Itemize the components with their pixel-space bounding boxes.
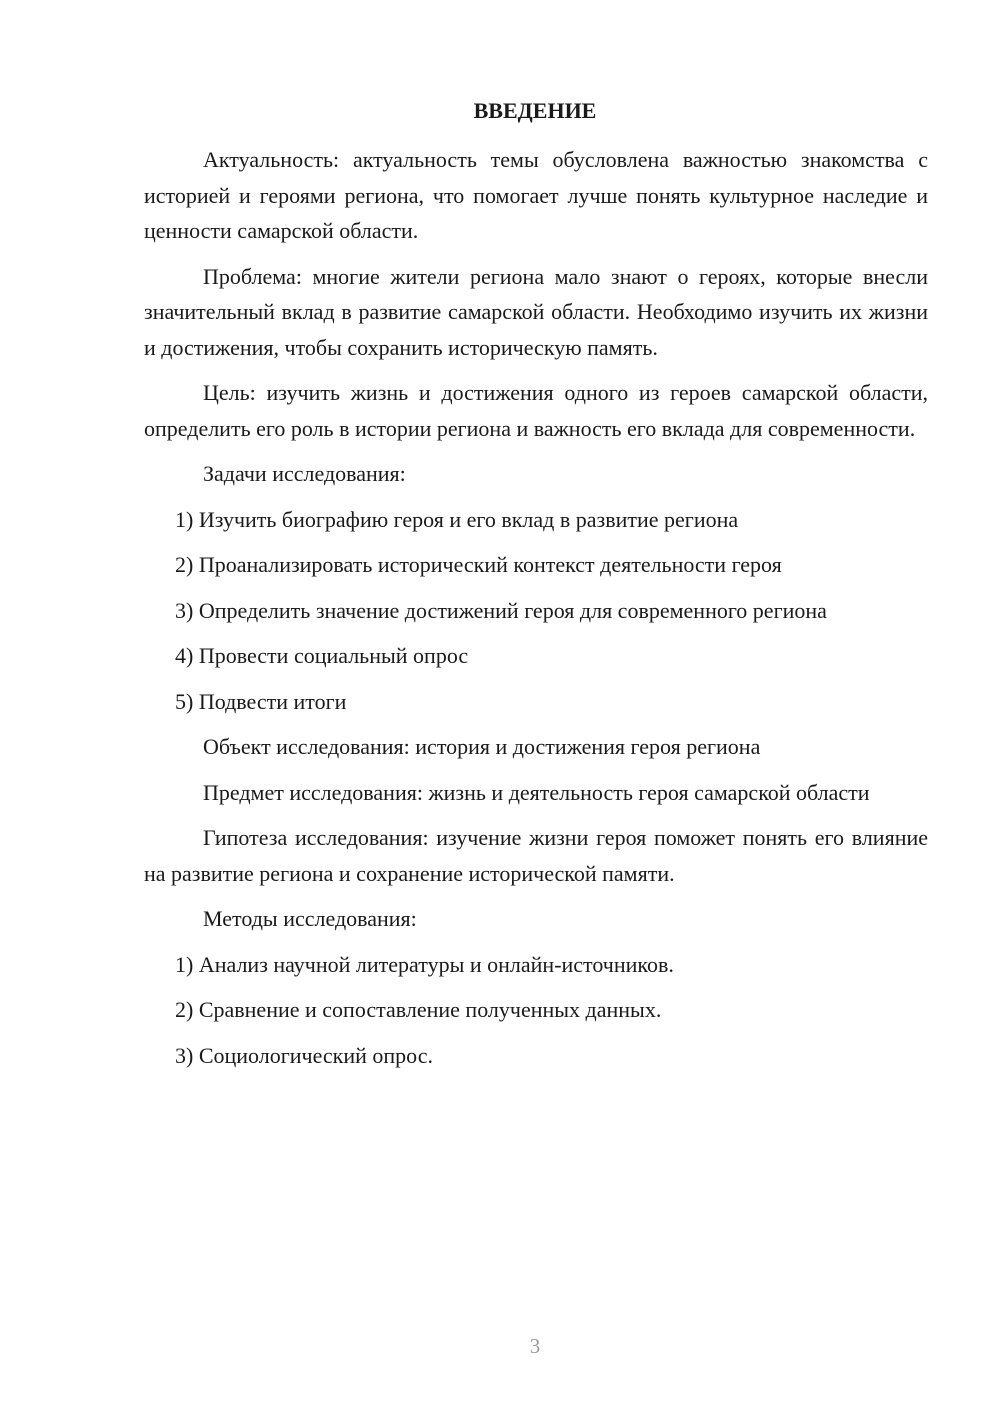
paragraph-hypothesis: Гипотеза исследования: изучение жизни героя поможет понять его влияние на развитие региона и сохранение исторической памяти. bbox=[144, 825, 928, 886]
tasks-heading: Задачи исследования: bbox=[203, 461, 406, 486]
paragraph-problem: Проблема: многие жители региона мало знают о героях, которые внесли значительный вклад в развитие самарской области. Необходимо изучить их жизни и достижения, чтобы сохранить историческую память. bbox=[144, 263, 928, 360]
task-item-1: 1) Изучить биографию героя и его вклад в развитие региона bbox=[175, 506, 739, 532]
task-item-4: 4) Провести социальный опрос bbox=[175, 643, 469, 668]
paragraph-object: Объект исследования: история и достижения героя региона bbox=[203, 734, 761, 759]
method-item-1: 1) Анализ научной литературы и онлайн-источников. bbox=[175, 951, 674, 977]
page-title: ВВЕДЕНИЕ bbox=[473, 98, 597, 123]
paragraph-subject: Предмет исследования: жизнь и деятельность героя самарской области bbox=[203, 779, 870, 805]
paragraph-goal: Цель: изучить жизнь и достижения одного из героев самарской области, определить его роль в истории региона и важность его вклада для современности. bbox=[144, 380, 928, 441]
paragraph-relevance: Актуальность: актуальность темы обусловлена важностью знакомства с историей и героями региона, что помогает лучше понять культурное наследие и ценности самарской области. bbox=[144, 147, 928, 243]
methods-heading: Методы исследования: bbox=[203, 906, 417, 931]
document-body bbox=[144, 142, 928, 1083]
task-item-3: 3) Определить значение достижений героя для современного региона bbox=[175, 597, 827, 623]
method-item-2: 2) Сравнение и сопоставление полученных данных. bbox=[175, 997, 662, 1022]
task-item-2: 2) Проанализировать исторический контекст деятельности героя bbox=[175, 552, 782, 577]
method-item-3: 3) Социологический опрос. bbox=[175, 1042, 433, 1068]
page-number: 3 bbox=[529, 1334, 541, 1358]
task-item-5: 5) Подвести итоги bbox=[175, 688, 347, 714]
